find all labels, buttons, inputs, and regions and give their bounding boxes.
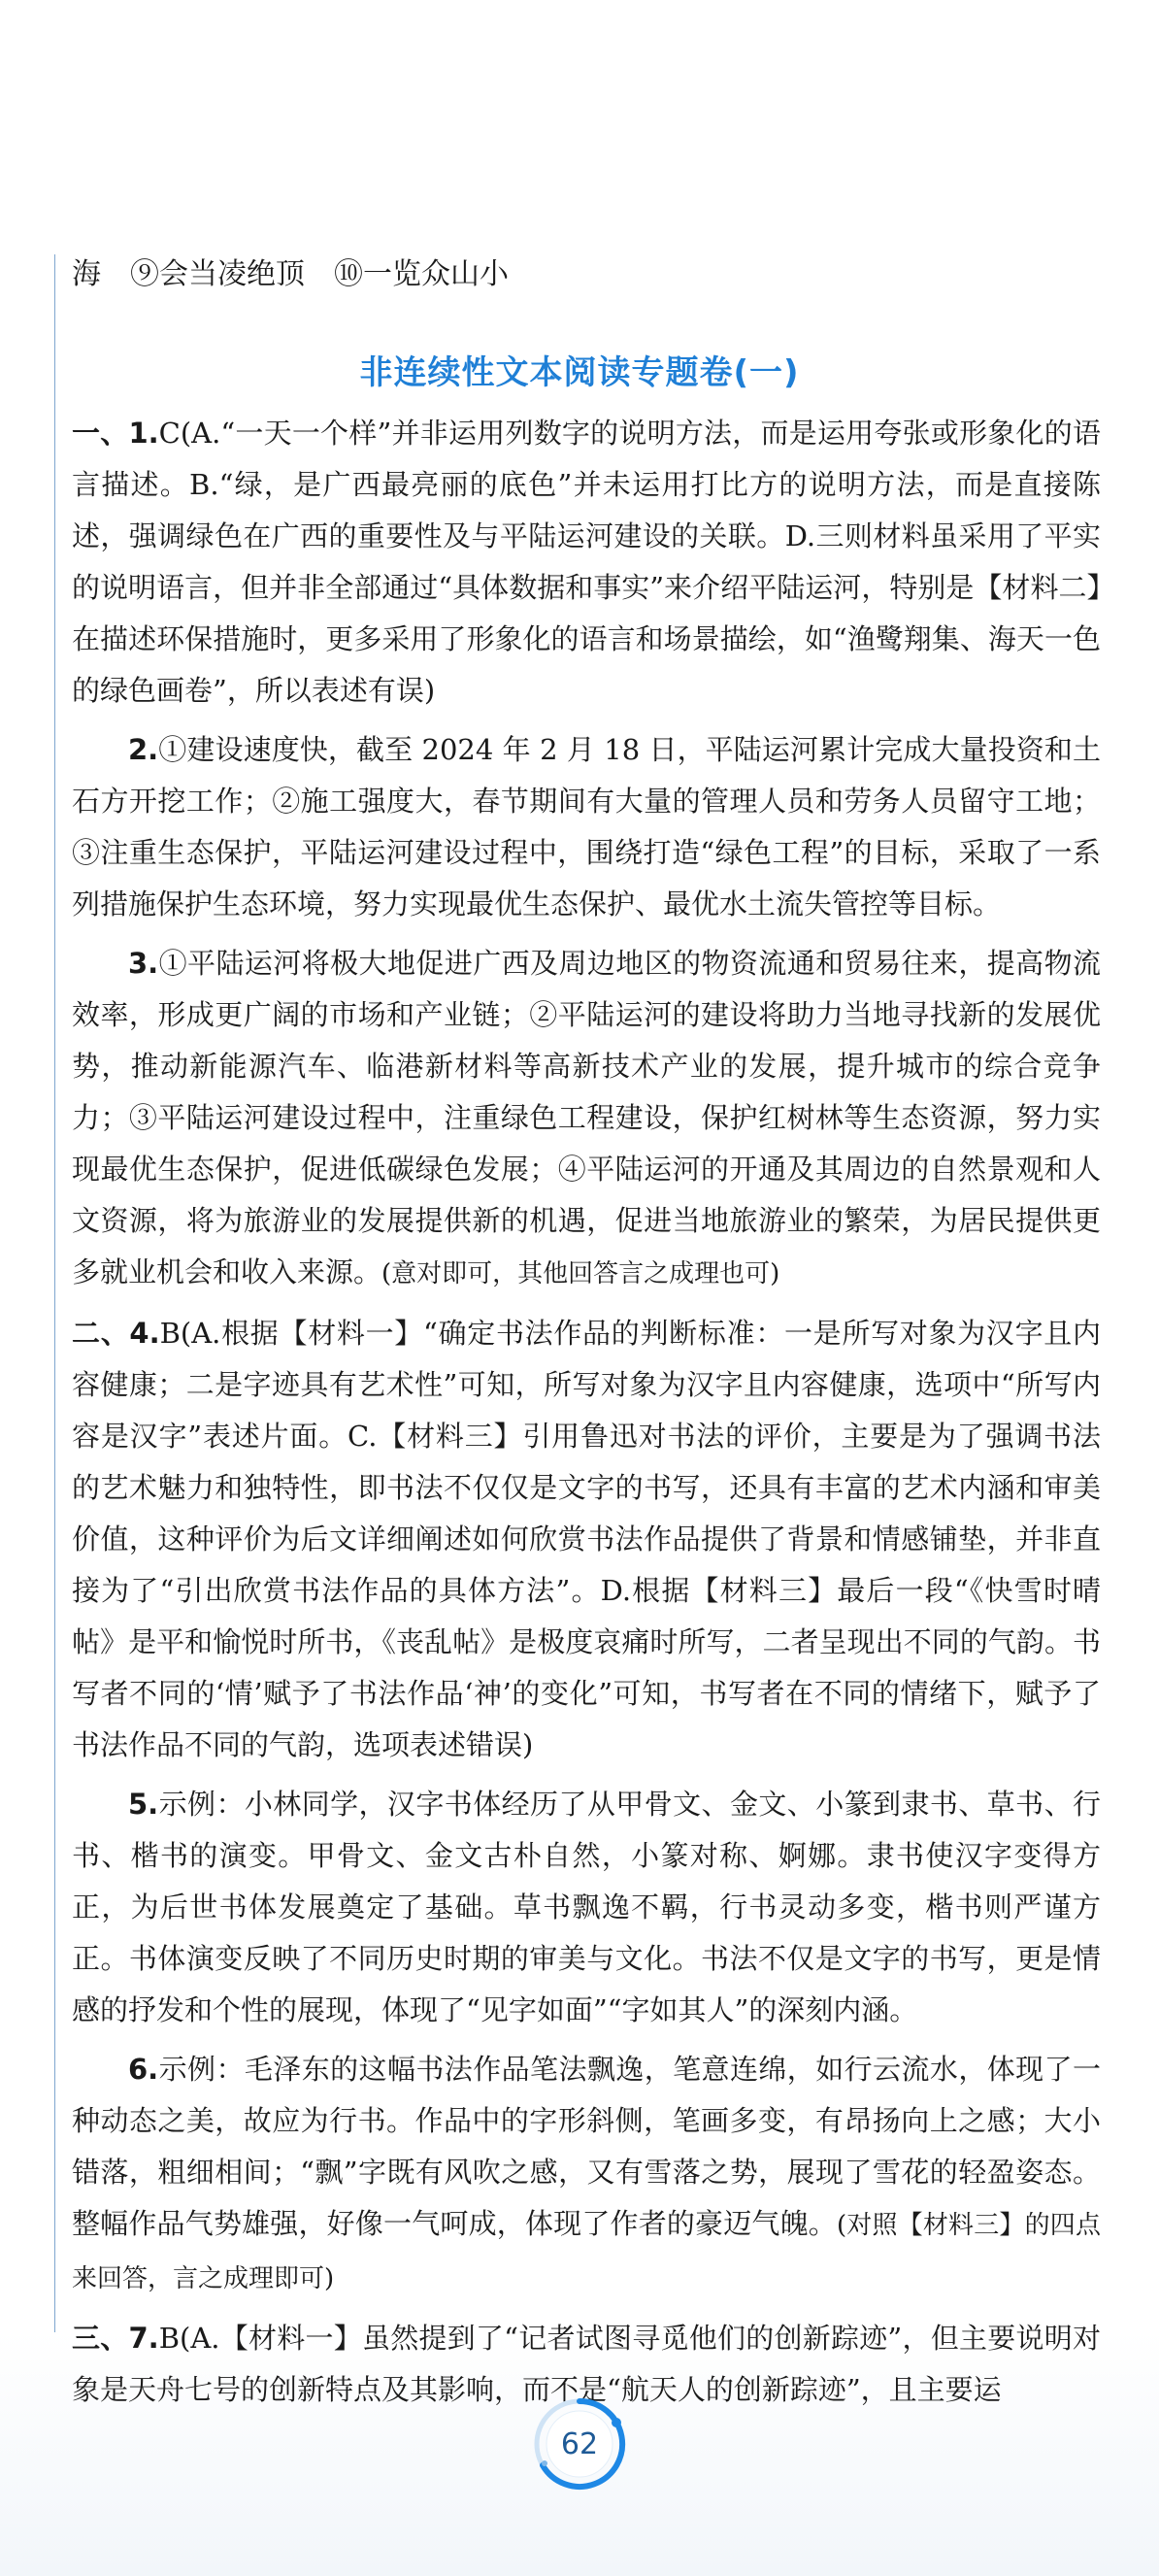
answer-content xyxy=(72,408,1101,2424)
answer-text: 示例：小林同学，汉字书体经历了从甲骨文、金文、小篆到隶书、草书、行书、楷书的演变。甲骨文、金文古朴自然，小篆对称、婀娜。隶书使汉字变得方正，为后世书体发展奠定了基础。草书飘逸不羁，行书灵动多变，楷书则严谨方正。书体演变反映了不同历史时期的审美与文化。书法不仅是文字的书写，更是情感的抒发和个性的展现，体现了“见字如面”“字如其人”的深刻内涵。 xyxy=(72,1788,1101,2026)
answer-note: (对照【材料三】的四点来回答，言之成理即可) xyxy=(72,2211,1101,2293)
answer-text: C(A.“一天一个样”并非运用列数字的说明方法，而是运用夸张或形象化的语言描述。B.“绿，是广西最亮丽的底色”并未运用打比方的说明方法，而是直接陈述，强调绿色在广西的重要性及与平陆运河建设的关联。D.三则材料虽采用了平实的说明语言，但并非全部通过“具体数据和事实”来介绍平陆运河，特别是【材料二】在描述环保措施时，更多采用了形象化的语言和场景描绘，如“渔鹭翔集、海天一色的绿色画卷”，所以表述有误) xyxy=(72,417,1101,707)
answer-paragraph xyxy=(72,938,1101,1300)
answer-text: B(A.根据【材料一】“确定书法作品的判断标准：一是所写对象为汉字且内容健康；二是字迹具有艺术性”可知，所写对象为汉字且内容健康，选项中“所写内容是汉字”表述片面。C.【材料三】引用鲁迅对书法的评价，主要是为了强调书法的艺术魅力和独特性，即书法不仅仅是文字的书写，还具有丰富的艺术内涵和审美价值，这种评价为后文详细阐述如何欣赏书法作品提供了背景和情感铺垫，并非直接为了“引出欣赏书法作品的具体方法”。D.根据【材料三】最后一段“《快雪时晴帖》是平和愉悦时所书，《丧乱帖》是极度哀痛时所写，二者呈现出不同的气韵。书写者不同的‘情’赋予了书法作品‘神’的变化”可知，书写者在不同的情绪下，赋予了书法作品不同的气韵，选项表述错误) xyxy=(72,1317,1101,1761)
page-number-badge xyxy=(531,2395,628,2492)
question-number: 5. xyxy=(128,1788,159,1821)
answer-text: ①平陆运河将极大地促进广西及周边地区的物资流通和贸易往来，提高物流效率，形成更广阔的市场和产业链；②平陆运河的建设将助力当地寻找新的发展优势，推动新能源汽车、临港新材料等高新技术产业的发展，提升城市的综合竞争力；③平陆运河建设过程中，注重绿色工程建设，保护红树林等生态资源，努力实现最优生态保护，促进低碳绿色发展；④平陆运河的开通及其周边的自然景观和人文资源，将为旅游业的发展提供新的机遇，促进当地旅游业的繁荣，为居民提供更多就业机会和收入来源。 xyxy=(72,947,1101,1288)
previous-answer-tail: 海 ⑨会当凌绝顶 ⑩一览众山小 xyxy=(72,257,509,291)
question-number: 3. xyxy=(128,947,159,980)
section-title: 非连续性文本阅读专题卷(一) xyxy=(359,353,800,392)
page-number: 62 xyxy=(560,2426,599,2461)
answer-paragraph xyxy=(72,1779,1101,2036)
question-number: 三、7. xyxy=(72,2322,159,2355)
answer-text: ①建设速度快，截至 2024 年 2 月 18 日，平陆运河累计完成大量投资和土石方开挖工作；②施工强度大，春节期间有大量的管理人员和劳务人员留守工地；③注重生态保护，平陆运河建设过程中，围绕打造“绿色工程”的目标，采取了一系列措施保护生态环境，努力实现最优生态保护、最优水土流失管控等目标。 xyxy=(72,733,1101,920)
answer-paragraph xyxy=(72,2044,1101,2305)
question-number: 2. xyxy=(128,733,159,766)
answer-paragraph xyxy=(72,724,1101,930)
question-number: 一、1. xyxy=(72,417,159,450)
margin-rule xyxy=(54,254,55,2332)
answer-note: (意对即可，其他回答言之成理也可) xyxy=(381,1259,780,1288)
answer-text: 示例：毛泽东的这幅书法作品笔法飘逸，笔意连绵，如行云流水，体现了一种动态之美，故应为行书。作品中的字形斜侧，笔画多变，有昂扬向上之感；大小错落，粗细相间；“飘”字既有风吹之感，又有雪落之势，展现了雪花的轻盈姿态。整幅作品气势雄强，好像一气呵成，体现了作者的豪迈气魄。 xyxy=(72,2053,1101,2240)
answer-paragraph xyxy=(72,1308,1101,1771)
question-number: 6. xyxy=(128,2053,159,2086)
answer-paragraph xyxy=(72,408,1101,717)
question-number: 二、4. xyxy=(72,1317,160,1350)
answer-text: B(A.【材料一】虽然提到了“记者试图寻觅他们的创新踪迹”，但主要说明对象是天舟七号的创新特点及其影响，而不是“航天人的创新踪迹”，且主要运 xyxy=(72,2322,1101,2406)
